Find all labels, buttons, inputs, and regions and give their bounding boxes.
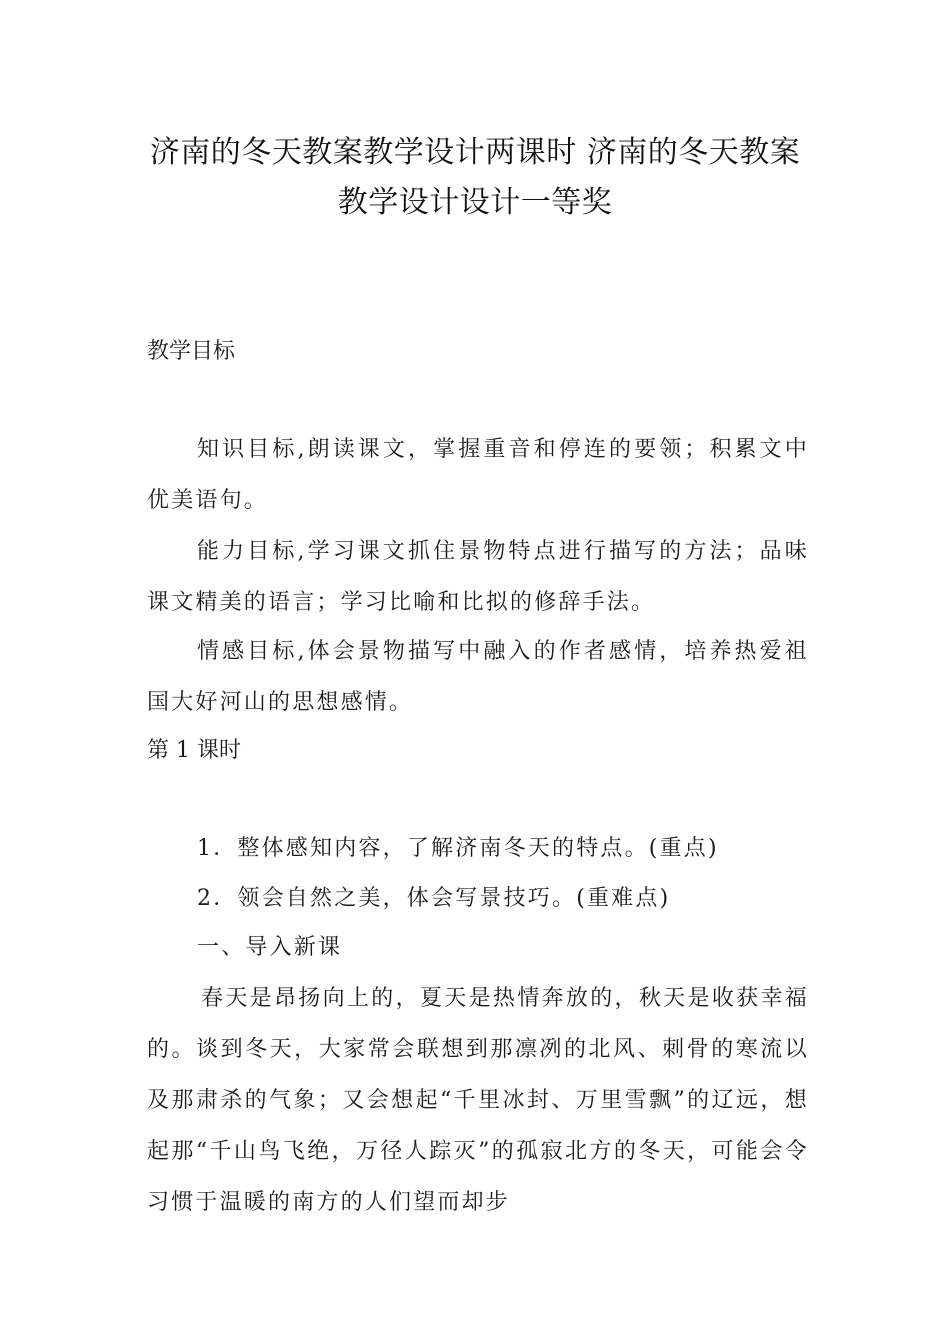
lesson-point-1: 1．整体感知内容，了解济南冬天的特点。(重点) [197,836,719,861]
lesson-point-2: 2．领会自然之美，体会写景技巧。(重难点) [197,886,671,911]
section-heading-intro: 一、导入新课 [197,935,343,960]
goal-knowledge-paragraph: 知识目标,朗读课文，掌握重音和停连的要领；积累文中优美语句。 [147,437,809,513]
intro-paragraph: 春天是昂扬向上的，夏天是热情奔放的，秋天是收获幸福的。谈到冬天，大家常会联想到那凛冽的北风、刺骨的寒流以及那肃杀的气象；又会想起“千里冰封、万里雪飘”的辽远，想起那“千山鸟飞绝，万径人踪灭”的孤寂北方的冬天，可能会令习惯于温暖的南方的人们望而却步 [147,986,809,1215]
goal-ability-paragraph: 能力目标,学习课文抓住景物特点进行描写的方法；品味课文精美的语言；学习比喻和比拟的修辞手法。 [147,539,809,615]
document-title: 济南的冬天教案教学设计两课时 济南的冬天教案教学设计设计一等奖 [149,135,801,220]
goal-emotion-paragraph: 情感目标,体会景物描写中融入的作者感情，培养热爱祖国大好河山的思想感情。 [147,639,809,715]
lesson-heading: 第 1 课时 [147,738,241,763]
section-heading-goals: 教学目标 [147,339,236,364]
